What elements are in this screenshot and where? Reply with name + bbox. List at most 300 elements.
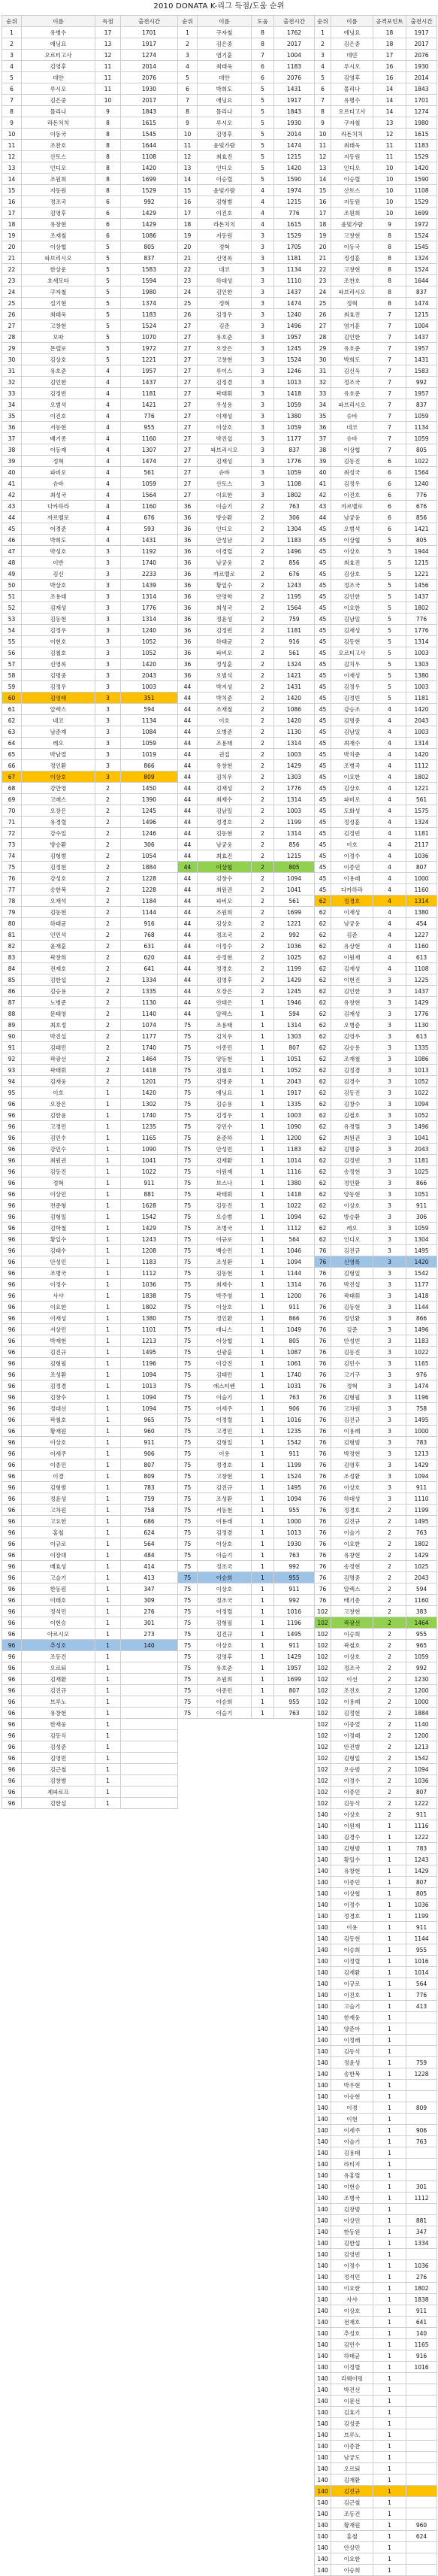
points-cell: 2	[373, 1674, 406, 1685]
table-row	[315, 2046, 437, 2057]
table-row	[315, 2542, 437, 2553]
scorers-cell: 조병국	[22, 1268, 95, 1279]
assists-cell: 1003	[274, 749, 315, 760]
points-cell: 1	[373, 2441, 406, 2452]
points-cell: 2	[373, 1685, 406, 1696]
points-cell: 3	[373, 1313, 406, 1324]
points-cell: 3	[373, 1448, 406, 1459]
scorers-cell: 1884	[121, 862, 178, 873]
scorers-cell: 1374	[121, 298, 178, 309]
points-cell: 911	[406, 1482, 437, 1493]
assists-cell: 75	[178, 1516, 198, 1527]
table-row	[315, 1933, 437, 1944]
assists-cell: 1303	[274, 1031, 315, 1042]
assists-cell: 44	[178, 997, 198, 1008]
points-cell: 1420	[406, 1256, 437, 1268]
points-cell: 1	[373, 2260, 406, 2271]
points-cell: 1130	[406, 1020, 437, 1031]
table-row	[178, 1313, 315, 1324]
points-cell: 102	[315, 1730, 331, 1741]
table-row	[178, 850, 315, 862]
points-cell: 2	[373, 1741, 406, 1753]
points-cell: 1524	[406, 264, 437, 275]
table-row	[315, 647, 437, 659]
scorers-cell: 인디오	[22, 162, 95, 174]
assists-cell: 3	[252, 489, 274, 501]
points-cell: 20	[315, 241, 331, 253]
assists-cell: 이규로	[198, 1234, 252, 1245]
points-cell: 1776	[406, 1008, 437, 1020]
points-cell: 140	[315, 2181, 331, 2193]
assists-cell: 2	[252, 647, 274, 659]
assists-cell: 염기훈	[198, 50, 252, 61]
assists-cell: 1	[252, 1651, 274, 1662]
table-row	[315, 388, 437, 399]
table-row	[2, 1211, 178, 1223]
points-cell: 76	[315, 1572, 331, 1583]
points-cell: 김은중	[331, 38, 373, 50]
assists-cell: 2	[252, 794, 274, 805]
points-cell: 1	[373, 2136, 406, 2147]
points-cell: 837	[406, 286, 437, 298]
table-row	[178, 828, 315, 839]
points-cell: 911	[406, 1200, 437, 1211]
scorers-cell: 1429	[121, 208, 178, 219]
points-cell: 김상호	[331, 783, 373, 794]
scorers-cell: 1740	[121, 1042, 178, 1053]
points-cell: 1575	[406, 805, 437, 817]
assists-cell: 1200	[274, 1290, 315, 1302]
assists-cell: 조원희	[198, 907, 252, 918]
points-cell: 4	[315, 61, 331, 72]
points-cell: 5	[373, 614, 406, 625]
scorers-cell: 오장은	[22, 805, 95, 817]
points-cell: 1429	[406, 1865, 437, 1877]
assists-cell: 1524	[274, 354, 315, 365]
scorers-cell: 조재철	[22, 230, 95, 241]
scorers-cell: 2	[95, 873, 121, 884]
assists-cell: 루이스	[198, 365, 252, 377]
table-row	[2, 1426, 178, 1437]
points-cell: 3	[373, 1200, 406, 1211]
points-cell: 27	[315, 320, 331, 332]
assists-cell: 김남일	[198, 805, 252, 817]
points-cell: 김정빈	[331, 1155, 373, 1166]
assists-cell: 조재철	[198, 704, 252, 715]
table-row	[315, 2531, 437, 2542]
table-row	[315, 1279, 437, 1290]
assists-cell: 1	[252, 1245, 274, 1256]
assists-cell: 44	[178, 726, 198, 738]
table-row	[2, 1132, 178, 1144]
points-cell: 이승렬	[331, 174, 373, 185]
assists-cell: 44	[178, 1008, 198, 1020]
points-cell: 837	[406, 399, 437, 411]
table-row	[2, 1448, 178, 1459]
scorers-cell: 96	[2, 1290, 22, 1302]
assists-header-1: 이름	[198, 16, 252, 27]
assists-cell: 1524	[274, 1471, 315, 1482]
points-cell	[406, 2407, 437, 2418]
table-row	[315, 1493, 437, 1505]
assists-cell: 5	[252, 117, 274, 129]
table-row	[315, 2283, 437, 2294]
points-cell: 76	[315, 1505, 331, 1516]
scorers-cell: 56	[2, 647, 22, 659]
table-row	[315, 1764, 437, 1775]
points-cell: 624	[406, 2531, 437, 2542]
scorers-cell: 96	[2, 1629, 22, 1640]
points-cell: 11	[373, 140, 406, 151]
assists-cell: 75	[178, 1189, 198, 1200]
assists-cell: 27	[178, 332, 198, 343]
table-row	[2, 1550, 178, 1561]
scorers-cell: 1	[95, 1144, 121, 1155]
points-cell: 62	[315, 929, 331, 941]
assists-cell: 1974	[274, 185, 315, 196]
points-cell: 1	[373, 1933, 406, 1944]
scorers-cell: 김동현	[22, 907, 95, 918]
points-cell: 9	[315, 117, 331, 129]
points-cell: 1	[373, 2520, 406, 2531]
points-cell: 송정현	[331, 1166, 373, 1177]
table-row	[178, 50, 315, 61]
scorers-cell: 1	[95, 1550, 121, 1561]
points-cell: 140	[315, 2328, 331, 2339]
assists-cell: 807	[274, 1685, 315, 1696]
points-cell: 1980	[406, 117, 437, 129]
scorers-cell: 3	[95, 771, 121, 783]
scorers-cell: 32	[2, 377, 22, 388]
points-cell: 고기구	[331, 1369, 373, 1380]
scorers-cell: 1094	[121, 1403, 178, 1414]
assists-cell: 75	[178, 1087, 198, 1099]
points-cell: 5	[373, 625, 406, 636]
points-cell: 1196	[406, 1392, 437, 1403]
table-row	[315, 2350, 437, 2362]
assists-cell: 2	[252, 670, 274, 681]
assists-cell: 김준	[198, 320, 252, 332]
scorers-cell: 809	[121, 771, 178, 783]
table-row	[178, 568, 315, 580]
assists-cell: 1025	[274, 952, 315, 963]
table-row	[315, 1177, 437, 1189]
assists-cell: 1	[252, 1403, 274, 1414]
table-row	[178, 1426, 315, 1437]
scorers-cell: 351	[121, 692, 178, 704]
scorers-cell: 69	[2, 794, 22, 805]
points-cell: 김민수	[331, 2339, 373, 2350]
scorers-cell: 이종민	[22, 1459, 95, 1471]
table-row	[2, 1155, 178, 1166]
points-cell: 140	[315, 1978, 331, 1990]
scorers-cell: 파비오	[22, 467, 95, 478]
points-cell	[406, 2204, 437, 2215]
points-cell: 이상호	[331, 546, 373, 557]
assists-cell: 2	[252, 850, 274, 862]
points-cell: 62	[315, 1132, 331, 1144]
points-cell: 7	[373, 309, 406, 320]
points-cell: 641	[406, 2317, 437, 2328]
scorers-cell: 96	[2, 1798, 22, 1809]
scorers-cell: 55	[2, 636, 22, 647]
points-cell: 911	[406, 1922, 437, 1933]
points-cell: 1542	[406, 1268, 437, 1279]
scorers-cell: 김태수	[22, 1245, 95, 1256]
assists-cell: 김재환	[198, 1155, 252, 1166]
points-cell: 이정렬	[331, 2362, 373, 2373]
assists-cell: 27	[178, 399, 198, 411]
assists-cell: 1	[252, 1189, 274, 1200]
assists-cell: 2	[252, 636, 274, 647]
assists-cell: 조병국	[198, 1223, 252, 1234]
table-row	[315, 1008, 437, 1020]
points-cell: 1	[373, 1922, 406, 1933]
points-cell: 33	[315, 388, 331, 399]
table-row	[315, 1561, 437, 1572]
points-cell: 김동식	[331, 2046, 373, 2057]
table-row	[2, 704, 178, 715]
points-cell	[406, 2249, 437, 2260]
assists-cell: 이용래	[198, 1516, 252, 1527]
points-cell: 방승환	[331, 1211, 373, 1223]
points-cell: 김동식	[331, 1798, 373, 1809]
scorers-cell: 2	[95, 805, 121, 817]
assists-cell: 우성용	[198, 399, 252, 411]
scorers-cell: 96	[2, 1155, 22, 1166]
table-row	[2, 275, 178, 286]
assists-cell: 44	[178, 918, 198, 929]
scorers-cell	[121, 1764, 178, 1775]
table-row	[178, 309, 315, 320]
table-row	[178, 1505, 315, 1516]
table-row	[315, 850, 437, 862]
assists-cell: 1094	[274, 1211, 315, 1223]
points-cell: 140	[315, 2170, 331, 2181]
points-cell: 김창수	[331, 1099, 373, 1110]
scorers-cell: 564	[121, 1538, 178, 1550]
points-cell: 34	[315, 399, 331, 411]
points-cell: 김정빈	[331, 828, 373, 839]
scorers-cell: 96	[2, 1132, 22, 1144]
points-cell: 76	[315, 1369, 331, 1380]
points-cell: 8	[373, 241, 406, 253]
points-cell: 62	[315, 986, 331, 997]
assists-cell: 1	[252, 1437, 274, 1448]
table-row	[315, 61, 437, 72]
scorers-cell: 박진섭	[22, 1031, 95, 1042]
assists-cell: 조용태	[198, 1020, 252, 1031]
table-row	[178, 1708, 315, 1719]
points-header-2: 공격포인트	[373, 16, 406, 27]
table-row	[315, 1110, 437, 1121]
assists-cell: 고창현	[198, 354, 252, 365]
table-row	[178, 38, 315, 50]
scorers-cell: 1628	[121, 1200, 178, 1211]
scorers-cell: 윤재훈	[22, 941, 95, 952]
points-cell: 오범석	[331, 523, 373, 535]
scorers-cell: 8	[95, 140, 121, 151]
table-row	[315, 1978, 437, 1990]
assists-cell: 정조국	[198, 1595, 252, 1606]
points-cell: 1	[373, 1854, 406, 1865]
points-cell: 347	[406, 2226, 437, 2238]
points-cell: 6	[373, 512, 406, 523]
points-cell: 45	[315, 704, 331, 715]
scorers-cell: 17	[95, 27, 121, 38]
assists-cell: 이호	[198, 715, 252, 726]
points-cell: 62	[315, 1042, 331, 1053]
table-row	[2, 760, 178, 771]
scorers-cell: 96	[2, 1561, 22, 1572]
table-row	[315, 241, 437, 253]
table-row	[178, 1099, 315, 1110]
points-cell: 1	[373, 1956, 406, 1967]
points-cell: 1802	[406, 1538, 437, 1550]
assists-cell: 안성남	[198, 535, 252, 546]
scorers-cell: 96	[2, 1583, 22, 1595]
scorers-cell: 10	[2, 129, 22, 140]
assists-cell: 44	[178, 963, 198, 974]
assists-cell: 보스나	[198, 1177, 252, 1189]
assists-cell: 1	[252, 1572, 274, 1583]
points-cell: 1	[373, 1888, 406, 1899]
points-cell: 7	[373, 411, 406, 422]
points-cell: 8	[373, 275, 406, 286]
assists-cell: 75	[178, 1561, 198, 1572]
scorers-cell: 1	[95, 1223, 121, 1234]
assists-cell: 최성국	[198, 602, 252, 614]
assists-cell: 44	[178, 862, 198, 873]
points-cell: 6	[373, 467, 406, 478]
points-cell: 5	[373, 647, 406, 659]
points-cell: 140	[315, 2102, 331, 2114]
points-cell: 62	[315, 1031, 331, 1042]
points-cell: 고창현	[331, 230, 373, 241]
assists-header-3: 출전시간	[274, 16, 315, 27]
table-row	[315, 1775, 437, 1787]
scorers-cell: 1274	[121, 50, 178, 61]
points-cell: 1314	[406, 738, 437, 749]
scorers-cell: 96	[2, 1606, 22, 1617]
scorers-cell: 5	[95, 253, 121, 264]
scorers-cell: 1	[95, 1651, 121, 1662]
scorers-cell: 72	[2, 828, 22, 839]
assists-cell: 24	[178, 286, 198, 298]
scorers-cell: 2233	[121, 568, 178, 580]
table-row	[315, 343, 437, 354]
assists-cell: 알렉스	[198, 1008, 252, 1020]
table-row	[315, 2396, 437, 2407]
points-cell: 45	[315, 523, 331, 535]
points-cell: 1	[373, 2542, 406, 2553]
assists-cell: 이상호	[198, 1640, 252, 1651]
assists-cell: 3	[252, 320, 274, 332]
assists-cell: 1314	[274, 828, 315, 839]
assists-cell: 1059	[274, 399, 315, 411]
table-row	[315, 2023, 437, 2035]
assists-cell: 44	[178, 974, 198, 986]
scorers-cell: 2	[95, 997, 121, 1008]
points-cell: 1004	[406, 320, 437, 332]
assists-cell: 이슬기	[198, 501, 252, 512]
scorers-cell	[121, 1651, 178, 1662]
scorers-cell: 41	[2, 478, 22, 489]
scorers-cell: 모따	[22, 332, 95, 343]
scorers-cell: 고창현	[22, 320, 95, 332]
scorers-cell: 19	[2, 230, 22, 241]
assists-cell: 1215	[274, 151, 315, 162]
points-cell: 140	[315, 2271, 331, 2283]
points-cell: 955	[406, 1944, 437, 1956]
table-row	[2, 1471, 178, 1482]
points-cell: 140	[315, 2508, 331, 2520]
points-cell: 2	[373, 1640, 406, 1651]
points-cell: 10	[315, 129, 331, 140]
scorers-cell: 29	[2, 343, 22, 354]
assists-cell: 759	[274, 614, 315, 625]
assists-cell: 1	[252, 1482, 274, 1493]
assists-cell: 정인환	[198, 1313, 252, 1324]
assists-cell: 1380	[274, 1177, 315, 1189]
scorers-cell: 이세주	[22, 1448, 95, 1459]
assists-cell: 데얀	[198, 72, 252, 83]
points-cell: 807	[406, 1787, 437, 1798]
points-cell: 이종민	[331, 1787, 373, 1798]
points-cell: 1474	[406, 1380, 437, 1392]
points-cell: 1	[373, 2193, 406, 2204]
points-cell: 김정우	[331, 478, 373, 489]
table-row	[178, 794, 315, 805]
assists-cell: 1335	[274, 1099, 315, 1110]
points-cell: 45	[315, 715, 331, 726]
scorers-cell: 624	[121, 1527, 178, 1538]
assists-cell: 27	[178, 422, 198, 433]
points-cell: 5	[373, 659, 406, 670]
points-cell: 140	[315, 2294, 331, 2305]
scorers-cell: 김정현	[22, 862, 95, 873]
table-row	[178, 952, 315, 963]
scorers-cell: 고요한	[22, 1516, 95, 1527]
assists-cell: 75	[178, 1392, 198, 1403]
scorers-cell: 1228	[121, 884, 178, 896]
scorers-cell: 1	[95, 1369, 121, 1380]
scorers-cell: 2	[95, 1065, 121, 1076]
assists-cell: 1957	[274, 332, 315, 343]
points-cell: 김동진	[331, 456, 373, 467]
scorers-cell: 59	[2, 681, 22, 692]
table-row	[178, 1211, 315, 1223]
points-cell: 신영록	[331, 1256, 373, 1268]
assists-cell: 김형범	[198, 196, 252, 208]
scorers-cell: 1545	[121, 129, 178, 140]
assists-cell: 김진규	[198, 1482, 252, 1493]
scorers-cell: 정혁	[22, 1177, 95, 1189]
scorers-cell: 한상운	[22, 264, 95, 275]
points-cell: 김형범	[331, 1843, 373, 1854]
scorers-cell: 965	[121, 1414, 178, 1426]
points-cell: 7	[373, 377, 406, 388]
assists-cell: 1183	[274, 535, 315, 546]
points-cell: 파브리시오	[331, 286, 373, 298]
table-row	[2, 1696, 178, 1708]
points-cell: 140	[315, 2193, 331, 2204]
scorers-cell: 561	[121, 467, 178, 478]
points-cell: 76	[315, 1380, 331, 1392]
table-row	[315, 726, 437, 738]
scorers-cell: 96	[2, 1459, 22, 1471]
assists-cell: 5	[252, 83, 274, 95]
